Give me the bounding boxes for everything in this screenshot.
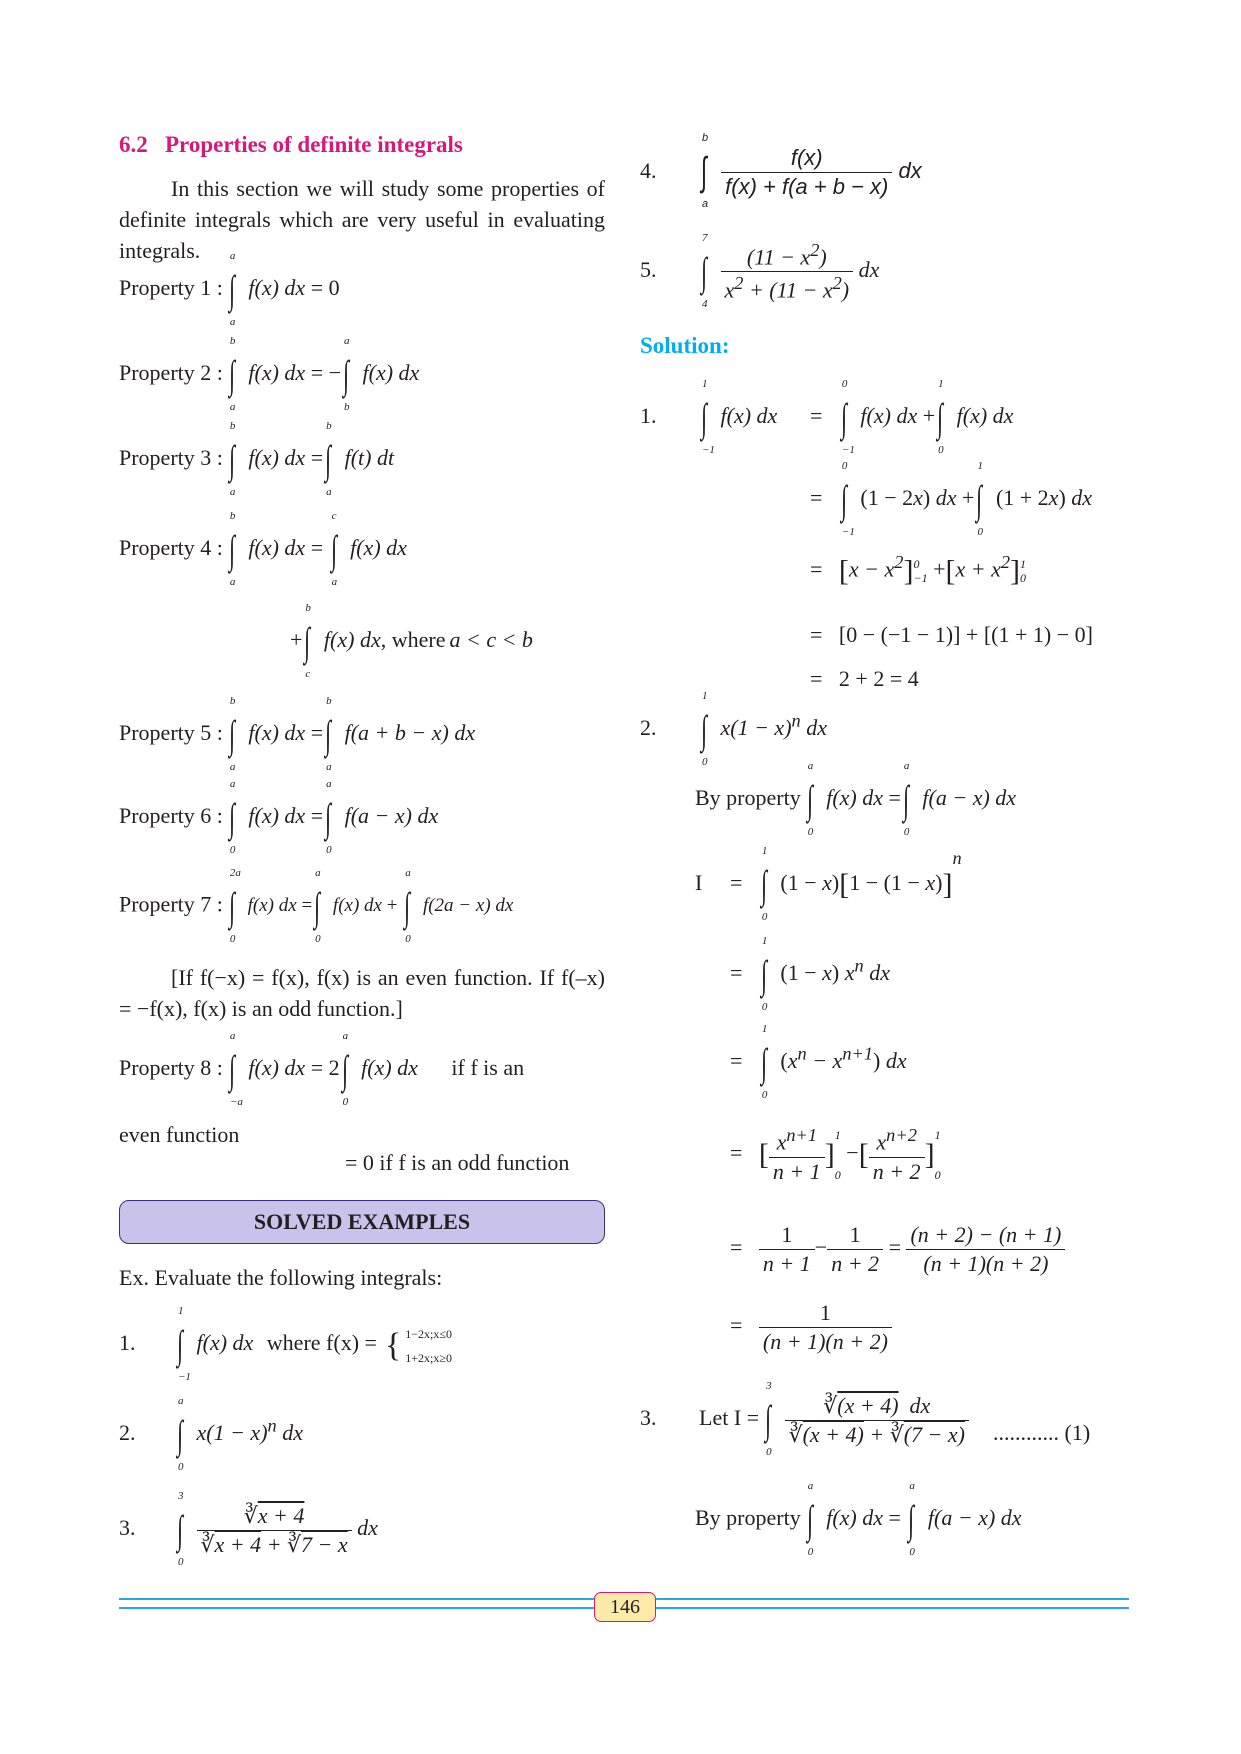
solution-3-property: By property a ∫ 0 f(x) dx = a ∫ 0 f(a − x) dx (695, 1480, 1022, 1558)
example-2-number: 2. (119, 1420, 136, 1446)
property-6-formula: a ∫ 0 f(x) dx = a ∫ 0 f(a − x) dx (228, 778, 439, 856)
property-8-odd: = 0 if f is an odd function (345, 1150, 570, 1175)
example-1-where: where f(x) = (266, 1330, 377, 1356)
property-2-formula: b ∫ a f(x) dx = − a ∫ b f(x) dx (228, 335, 420, 413)
solution-2-line-3: = 1 ∫ 0 (1 − x) $x^n$ dx (730, 935, 890, 1013)
property-1-formula: a ∫ a f(x) dx = 0 (228, 250, 340, 328)
solution-2-by-property: By property (695, 785, 801, 811)
solution-2-line-5: = [ $\frac{x^{n+1}}{n + 1}$ ] 1 0 −[ $\frac{x^{n+2}}{n + 2}$ ] 1 0 (730, 1125, 941, 1184)
solution-2-I: I (695, 870, 703, 895)
examples-prompt: Ex. Evaluate the following integrals: (119, 1265, 443, 1290)
solution-1-line-1: 1. 1 ∫ −1 f(x) dx (640, 378, 778, 456)
solution-1-line-4: = [0 − (−1 − 1)] + [(1 + 1) − 0] (810, 622, 1093, 647)
solution-2-number: 2. (640, 715, 657, 741)
solved-examples-header: SOLVED EXAMPLES (119, 1200, 605, 1244)
solution-2-property: By property a ∫ 0 f(x) dx = a ∫ 0 f(a − x) dx (695, 760, 1017, 838)
solution-label: Solution: (640, 333, 730, 358)
solution-1-number: 1. (640, 403, 657, 429)
solution-2-line-7: = $\frac{1}{(n + 1)(n + 2)}$ (730, 1300, 892, 1355)
property-6 (119, 778, 439, 856)
example-1-piece-2: 1+2x;x≥0 (405, 1351, 452, 1366)
solution-1-line-2: = 0 ∫ −1 (1 − 2x) dx + 1 ∫ 0 (1 + 2x) dx (810, 460, 1093, 538)
solution-2-line-6: = $\frac{1}{n + 1}$ − $\frac{1}{n + 2}$ = $\frac{(n + 2) - (n + 1)}{(n + 1)(n + 2)}$ (730, 1222, 1065, 1277)
page-number: 146 (594, 1592, 656, 1622)
solution-1-line-1-rhs: = 0 ∫ −1 f(x) dx + 1 ∫ 0 f(x) dx (810, 378, 1014, 456)
property-5-label: Property 5 : (119, 720, 223, 746)
example-4: 4. b ∫ a $\frac{f(x)}{f(x) + f(a + b - x)}$ dx (640, 132, 922, 210)
example-5: 5. 7 ∫ 4 $\frac{(11 - x^2)}{x^2 + (11 - x^2)}$ dx (640, 231, 880, 310)
property-4-where: where (391, 627, 446, 653)
solution-3-eq-ref: ............ (1) (993, 1420, 1091, 1445)
property-8-if: if f is an (451, 1055, 525, 1081)
property-4-formula: b ∫ a f(x) dx = c ∫ a f(x) dx (228, 510, 407, 588)
example-4-number: 4. (640, 157, 657, 183)
property-4-label: Property 4 : (119, 535, 223, 561)
solution-3-by-property: By property (695, 1505, 801, 1531)
example-1-piece-1: 1−2x;x≤0 (405, 1327, 452, 1342)
property-7-formula: 2a ∫ 0 f(x) dx = a ∫ 0 f(x) dx + a ∫ 0 f(2a − x) dx (228, 867, 514, 945)
property-1-label: Property 1 : (119, 275, 223, 301)
example-5-number: 5. (640, 256, 657, 282)
example-1-number: 1. (119, 1330, 136, 1356)
solution-3-line-1: 3. Let I = 3 ∫ 0 $\frac{∛(x + 4) dx}{∛(x + 4) + ∛(7 - x)}$ (640, 1390, 969, 1450)
property-6-label: Property 6 : (119, 803, 223, 829)
solution-3-let: Let I = (699, 1405, 760, 1431)
property-8-formula: a ∫ −a f(x) dx = 2 a ∫ 0 f(x) dx (228, 1030, 424, 1108)
section-heading (119, 132, 463, 158)
solution-2-line-2: = 1 ∫ 0 $(1 - x)[1 - (1 - x)]^n$ (730, 845, 962, 923)
example-1: 1. 1 ∫ −1 f(x) dx where f(x) = { 1−2x;x≤0 1+2x;x≥0 (119, 1305, 452, 1383)
property-3-label: Property 3 : (119, 445, 223, 471)
section-intro: In this section we will study some properties of definite integrals which are very useful in evaluating integrals. (119, 176, 605, 263)
property-4-continued: + b ∫ c f(x) dx, where a < c < b (290, 602, 533, 680)
property-8 (119, 1030, 525, 1108)
even-odd-note: [If f(−x) = f(x), f(x) is an even function. If f(–x) = −f(x), f(x) is an odd function.] (119, 965, 605, 1021)
property-3-formula: b ∫ a f(x) dx = b ∫ a f(t) dt (228, 420, 395, 498)
property-7 (119, 867, 514, 945)
example-3: 3. 3 ∫ 0 $\frac{∛x + 4}{∛x + 4 + ∛7 - x}$ dx (119, 1490, 378, 1568)
solution-2-line-1: 2. 1 ∫ 0 $x(1 - x)^n$ dx (640, 690, 827, 768)
property-3 (119, 420, 395, 498)
section-title: Properties of definite integrals (165, 132, 463, 157)
solution-1-line-5: = 2 + 2 = 4 (810, 666, 919, 691)
example-2: 2. a ∫ 0 $x(1 - x)^n$ dx (119, 1395, 303, 1473)
solution-1-line-3: = $[x - x^2]$ 0 −1 $+[x + x^2]$ 1 0 (810, 552, 1027, 588)
property-2 (119, 335, 420, 413)
section-number: 6.2 (119, 132, 148, 157)
property-2-label: Property 2 : (119, 360, 223, 386)
solution-2-line-4: = 1 ∫ 0 $(x^n - x^{n+1})$ dx (730, 1023, 907, 1101)
property-1 (119, 250, 340, 328)
example-3-number: 3. (119, 1515, 136, 1541)
property-4 (119, 510, 407, 588)
property-5-formula: b ∫ a f(x) dx = b ∫ a f(a + b − x) dx (228, 695, 476, 773)
property-8-even: even function (119, 1122, 240, 1147)
property-5 (119, 695, 476, 773)
solution-3-number: 3. (640, 1405, 657, 1431)
property-8-label: Property 8 : (119, 1055, 223, 1081)
property-7-label: Property 7 : (119, 891, 223, 917)
